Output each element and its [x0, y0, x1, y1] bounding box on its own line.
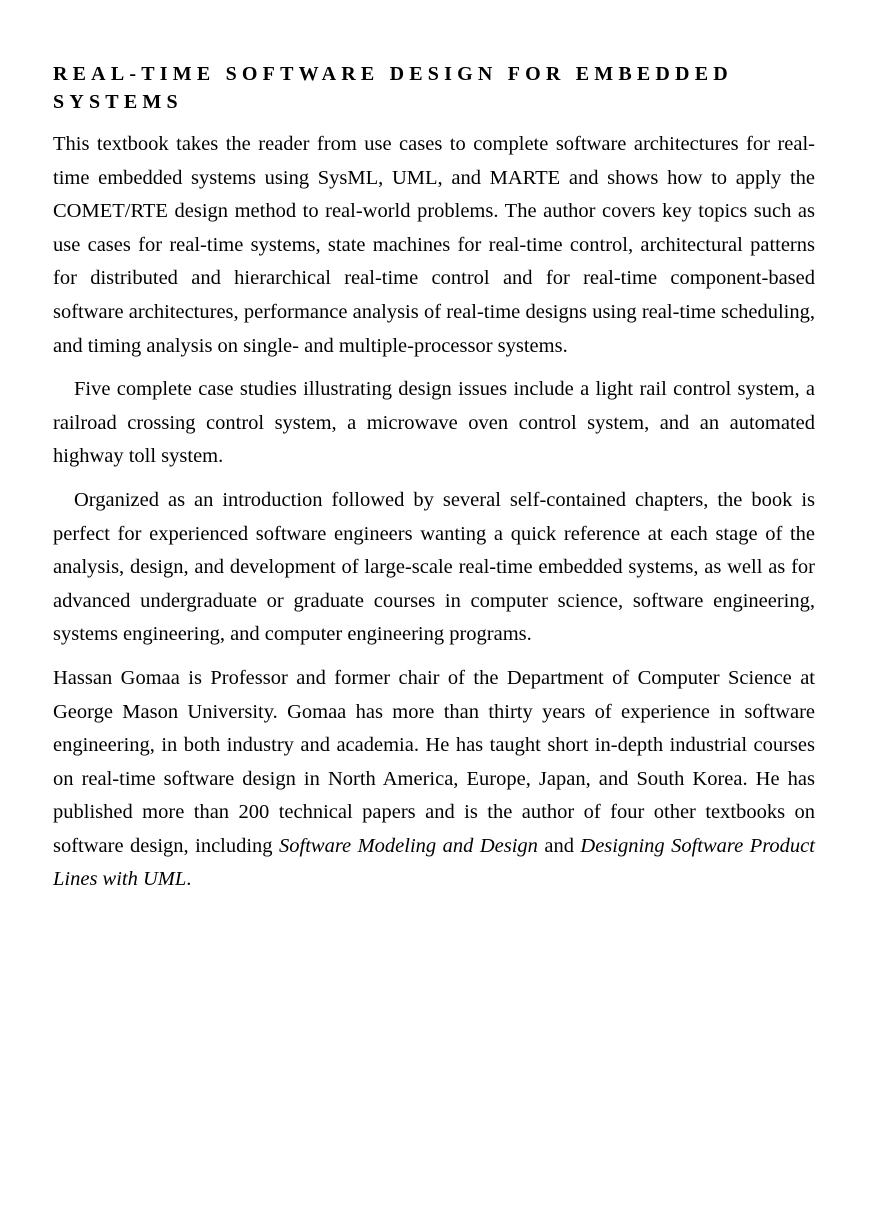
author-bio-connector: and: [537, 834, 581, 857]
description-paragraph-3: Organized as an introduction followed by several self-contained chapters, the book is perfect for experienced software engineers wanting a quick reference at each stage of the analysis, design, and development of large-scale real-time embedded systems, as well as for advanced undergraduate or graduate courses in computer science, software engineering, systems engineering, and computer engineering programs.: [53, 488, 815, 646]
book-title-software-modeling: Software Modeling and Design: [279, 834, 538, 857]
book-title-product-lines: Designing Software Product Lines with UML: [53, 834, 815, 891]
description-paragraph-2: Five complete case studies illustrating design issues include a light rail control system, a railroad crossing control system, a microwave oven control system, and an automated highway toll system.: [53, 378, 815, 468]
author-bio-paragraph: [53, 662, 815, 897]
page-title: REAL-TIME SOFTWARE DESIGN FOR EMBEDDED SYSTEMS: [53, 63, 733, 113]
book-description-page: [53, 60, 815, 907]
author-bio-text: Hassan Gomaa is Professor and former chair of the Department of Computer Science at George Mason University. Gomaa has more than thirty years of experience in software engineering, in both industry and academia. He has taught short in-depth industrial courses on real-time software design in North America, Europe, Japan, and South Korea. He has published more than 200 technical papers and is the author of four other textbooks on software design, including: [53, 666, 815, 857]
description-paragraph-1: This textbook takes the reader from use cases to complete software architectures for real-time embedded systems using SysML, UML, and MARTE and shows how to apply the COMET/RTE design method to real-world problems. The author covers key topics such as use cases for real-time systems, state machines for real-time control, architectural patterns for distributed and hierarchical real-time control and for real-time component-based software architectures, performance analysis of real-time designs using real-time scheduling, and timing analysis on single- and multiple-processor systems.: [53, 133, 815, 357]
author-bio-end: .: [186, 868, 192, 891]
